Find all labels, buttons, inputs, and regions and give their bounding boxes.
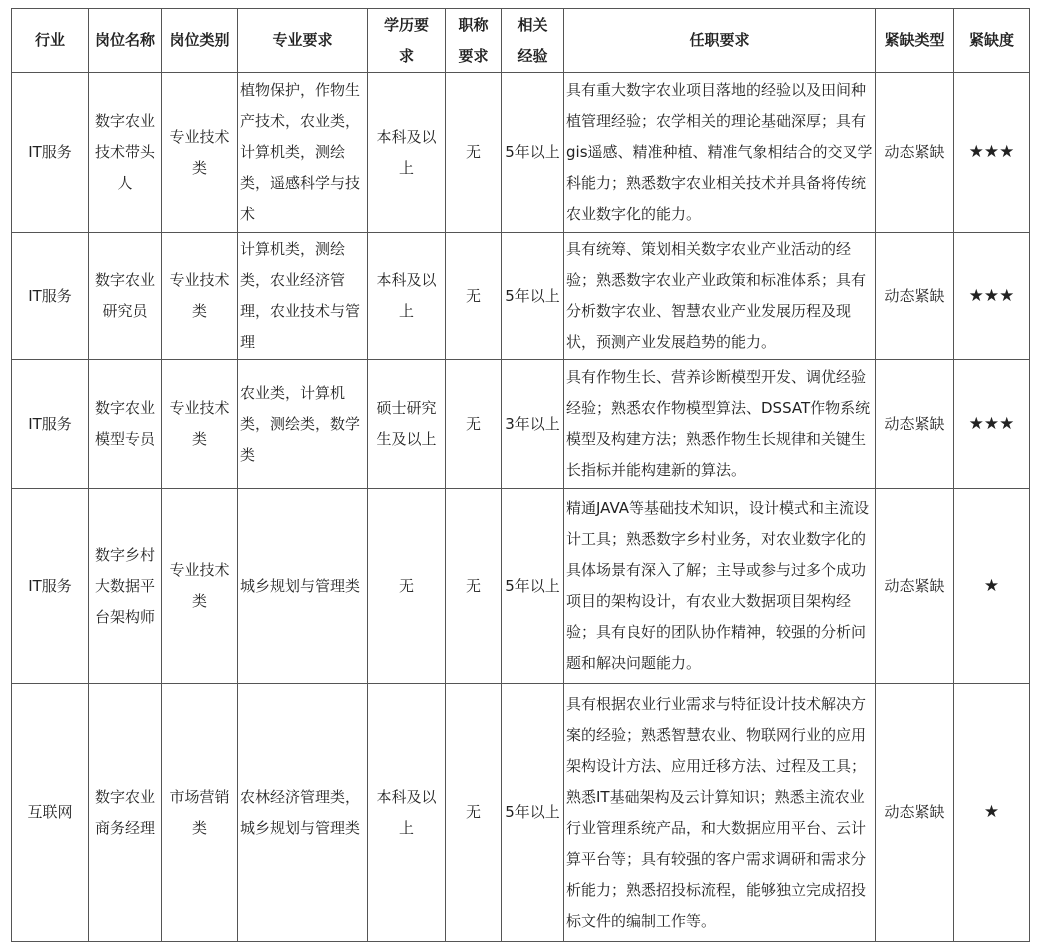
cell-shortage-type: 动态紧缺 xyxy=(876,73,954,233)
cell-position: 数字农业研究员 xyxy=(89,233,162,360)
cell-duties: 具有统筹、策划相关数字农业产业活动的经验；熟悉数字农业产业政策和标准体系；具有分析数字农业、智慧农业产业发展历程及现状，预测产业发展趋势的能力。 xyxy=(564,233,876,360)
cell-title: 无 xyxy=(446,233,502,360)
cell-shortage-type: 动态紧缺 xyxy=(876,684,954,942)
cell-duties: 精通JAVA等基础技术知识，设计模式和主流设计工具；熟悉数字乡村业务，对农业数字化的具体场景有深入了解；主导或参与过多个成功项目的架构设计，有农业大数据项目架构经验；具有良好的团队协作精神，较强的分析问题和解决问题能力。 xyxy=(564,489,876,684)
cell-shortage-level: ★ xyxy=(954,489,1030,684)
cell-shortage-level: ★★★ xyxy=(954,73,1030,233)
header-education: 学历要求 xyxy=(368,9,446,73)
header-industry: 行业 xyxy=(12,9,89,73)
cell-education: 本科及以上 xyxy=(368,73,446,233)
cell-duties: 具有根据农业行业需求与特征设计技术解决方案的经验；熟悉智慧农业、物联网行业的应用架构设计方法、应用迁移方法、过程及工具；熟悉IT基础架构及云计算知识；熟悉主流农业行业管理系统产品，和大数据应用平台、云计算平台等；具有较强的客户需求调研和需求分析能力；熟悉招投标流程，能够独立完成招投标文件的编制工作等。 xyxy=(564,684,876,942)
cell-shortage-type: 动态紧缺 xyxy=(876,233,954,360)
header-shortage-type: 紧缺类型 xyxy=(876,9,954,73)
header-title: 职称要求 xyxy=(446,9,502,73)
cell-major: 城乡规划与管理类 xyxy=(238,489,368,684)
cell-major: 植物保护，作物生产技术，农业类，计算机类，测绘类，遥感科学与技术 xyxy=(238,73,368,233)
table-row xyxy=(12,489,1030,684)
cell-position: 数字农业模型专员 xyxy=(89,360,162,489)
table-row xyxy=(12,360,1030,489)
table-row xyxy=(12,73,1030,233)
cell-position: 数字乡村大数据平台架构师 xyxy=(89,489,162,684)
cell-education: 无 xyxy=(368,489,446,684)
cell-category: 专业技术类 xyxy=(162,360,238,489)
cell-category: 专业技术类 xyxy=(162,233,238,360)
cell-duties: 具有作物生长、营养诊断模型开发、调优经验经验；熟悉农作物模型算法、DSSAT作物系统模型及构建方法；熟悉作物生长规律和关键生长指标并能构建新的算法。 xyxy=(564,360,876,489)
cell-industry: IT服务 xyxy=(12,360,89,489)
cell-major: 农业类，计算机类，测绘类，数学类 xyxy=(238,360,368,489)
cell-major: 计算机类，测绘类，农业经济管理，农业技术与管理 xyxy=(238,233,368,360)
cell-experience: 5年以上 xyxy=(502,73,564,233)
cell-major: 农林经济管理类，城乡规划与管理类 xyxy=(238,684,368,942)
cell-duties: 具有重大数字农业项目落地的经验以及田间种植管理经验；农学相关的理论基础深厚；具有gis遥感、精准种植、精准气象相结合的交叉学科能力；熟悉数字农业相关技术并具备将传统农业数字化的能力。 xyxy=(564,73,876,233)
cell-education: 硕士研究生及以上 xyxy=(368,360,446,489)
cell-position: 数字农业技术带头人 xyxy=(89,73,162,233)
cell-industry: IT服务 xyxy=(12,73,89,233)
header-experience: 相关经验 xyxy=(502,9,564,73)
cell-shortage-type: 动态紧缺 xyxy=(876,360,954,489)
job-requirements-table xyxy=(11,8,1030,942)
header-row xyxy=(12,9,1030,73)
cell-industry: 互联网 xyxy=(12,684,89,942)
cell-experience: 5年以上 xyxy=(502,489,564,684)
cell-experience: 5年以上 xyxy=(502,233,564,360)
cell-shortage-level: ★ xyxy=(954,684,1030,942)
header-duties: 任职要求 xyxy=(564,9,876,73)
cell-industry: IT服务 xyxy=(12,489,89,684)
cell-education: 本科及以上 xyxy=(368,233,446,360)
cell-category: 专业技术类 xyxy=(162,73,238,233)
cell-experience: 5年以上 xyxy=(502,684,564,942)
cell-shortage-level: ★★★ xyxy=(954,233,1030,360)
header-category: 岗位类别 xyxy=(162,9,238,73)
cell-category: 市场营销类 xyxy=(162,684,238,942)
table-row xyxy=(12,684,1030,942)
cell-category: 专业技术类 xyxy=(162,489,238,684)
cell-industry: IT服务 xyxy=(12,233,89,360)
cell-title: 无 xyxy=(446,360,502,489)
cell-position: 数字农业商务经理 xyxy=(89,684,162,942)
cell-experience: 3年以上 xyxy=(502,360,564,489)
header-position: 岗位名称 xyxy=(89,9,162,73)
header-shortage-level: 紧缺度 xyxy=(954,9,1030,73)
cell-title: 无 xyxy=(446,489,502,684)
cell-shortage-level: ★★★ xyxy=(954,360,1030,489)
cell-title: 无 xyxy=(446,684,502,942)
table-row xyxy=(12,233,1030,360)
cell-education: 本科及以上 xyxy=(368,684,446,942)
header-major: 专业要求 xyxy=(238,9,368,73)
cell-shortage-type: 动态紧缺 xyxy=(876,489,954,684)
cell-title: 无 xyxy=(446,73,502,233)
